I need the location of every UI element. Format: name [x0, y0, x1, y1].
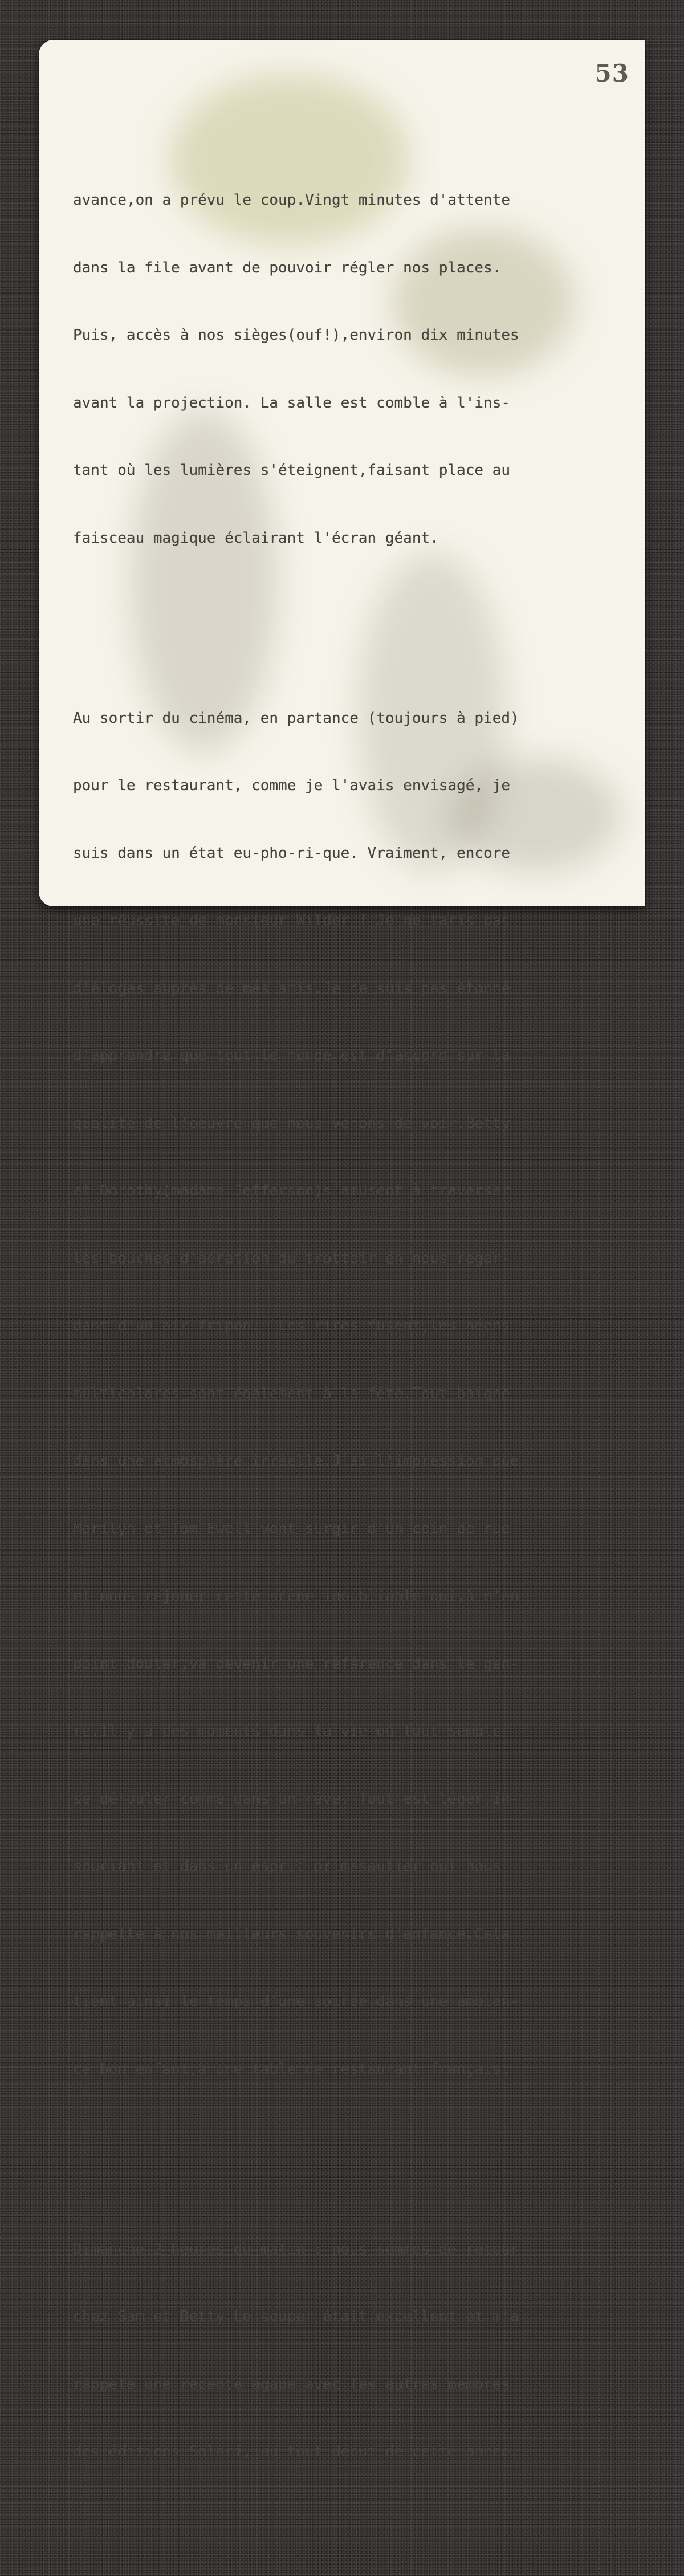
paragraph-3 [73, 2194, 637, 2509]
text-line: pour le restaurant, comme je l'avais envisagé, je [73, 777, 511, 794]
text-line: Marilyn et Tom Ewell vont surgir d'un coin de rue [73, 1520, 511, 1537]
text-line: Puis, accès à nos sièges(ouf!),environ dix minutes [73, 327, 519, 344]
paragraph-2 [73, 662, 637, 2126]
text-line: d'éloges auprès de mes amis.Je ne suis pas étonné [73, 979, 511, 997]
text-line: faisceau magique éclairant l'écran géant. [73, 529, 439, 547]
text-line: les bouches d'aération du trottoir en nous regar- [73, 1250, 511, 1267]
text-line: avance,on a prévu le coup.Vingt minutes d'attente [73, 192, 511, 209]
text-line: d'apprendre que tout le monde est d'accord sur la [73, 1047, 511, 1064]
text-line: et Dorothy(madame Jefferson)s'amusent à traverser [73, 1182, 511, 1199]
text-line: point douter,va devenir une référence dans le gen- [73, 1655, 519, 1672]
text-line: se dérouler comme dans un rêve. Tout est léger,in- [73, 1790, 519, 1808]
text-line: Dimanche,2 heures du matin : nous sommes de retour [73, 2240, 519, 2258]
text-line: dans une atmosphère irréelle.J'ai l'impression que [73, 1452, 519, 1470]
text-line: dant d'un air fripon. Les rires fusent,les néons [73, 1317, 511, 1334]
page-number: 53 [595, 59, 629, 87]
text-line: tant où les lumières s'éteignent,faisant place au [73, 462, 511, 479]
text-line: une réussite de monsieur Wilder ! Je ne taris pas [73, 912, 511, 929]
text-line: tient ainsi le temps d'une soirée,dans une ambian- [73, 1993, 519, 2010]
text-line: re.Il y a des moments dans la vie où tout semble [73, 1723, 502, 1740]
text-line: multicolores sont également à la fête.Tout baigne [73, 1385, 511, 1402]
text-line: rappelle à nos meilleurs souvenirs d'enfance.Cela [73, 1925, 511, 1943]
text-line: des éditions Solari, au tout début de cette année. [73, 2443, 519, 2460]
typewritten-page [39, 40, 645, 2460]
text-line: Au sortir du cinéma, en partance (toujours à pied) [73, 709, 519, 727]
text-line: chez Sam et Betty.Le souper était excellent et m'a [73, 2308, 519, 2325]
text-line: dans la file avant de pouvoir régler nos places. [73, 259, 502, 276]
text-line: souciant et dans un esprit primesautier qui nous [73, 1858, 502, 1875]
text-line: qualité de l'oeuvre que nous venons de voir.Betty [73, 1114, 511, 1132]
body-text [73, 99, 637, 2576]
paragraph-1 [73, 144, 637, 595]
text-line: et nous rejouer cette scène inoubliable qui,à n'en [73, 1588, 519, 1605]
text-line: avant la projection. La salle est comble à l'ins- [73, 394, 511, 412]
text-line: rappelé une récente agape avec les autres membres [73, 2375, 511, 2393]
text-line: ce bon enfant,à une table de restaurant français. [73, 2060, 511, 2078]
text-line: suis dans un état eu-pho-ri-que. Vraiment, encore [73, 844, 511, 862]
